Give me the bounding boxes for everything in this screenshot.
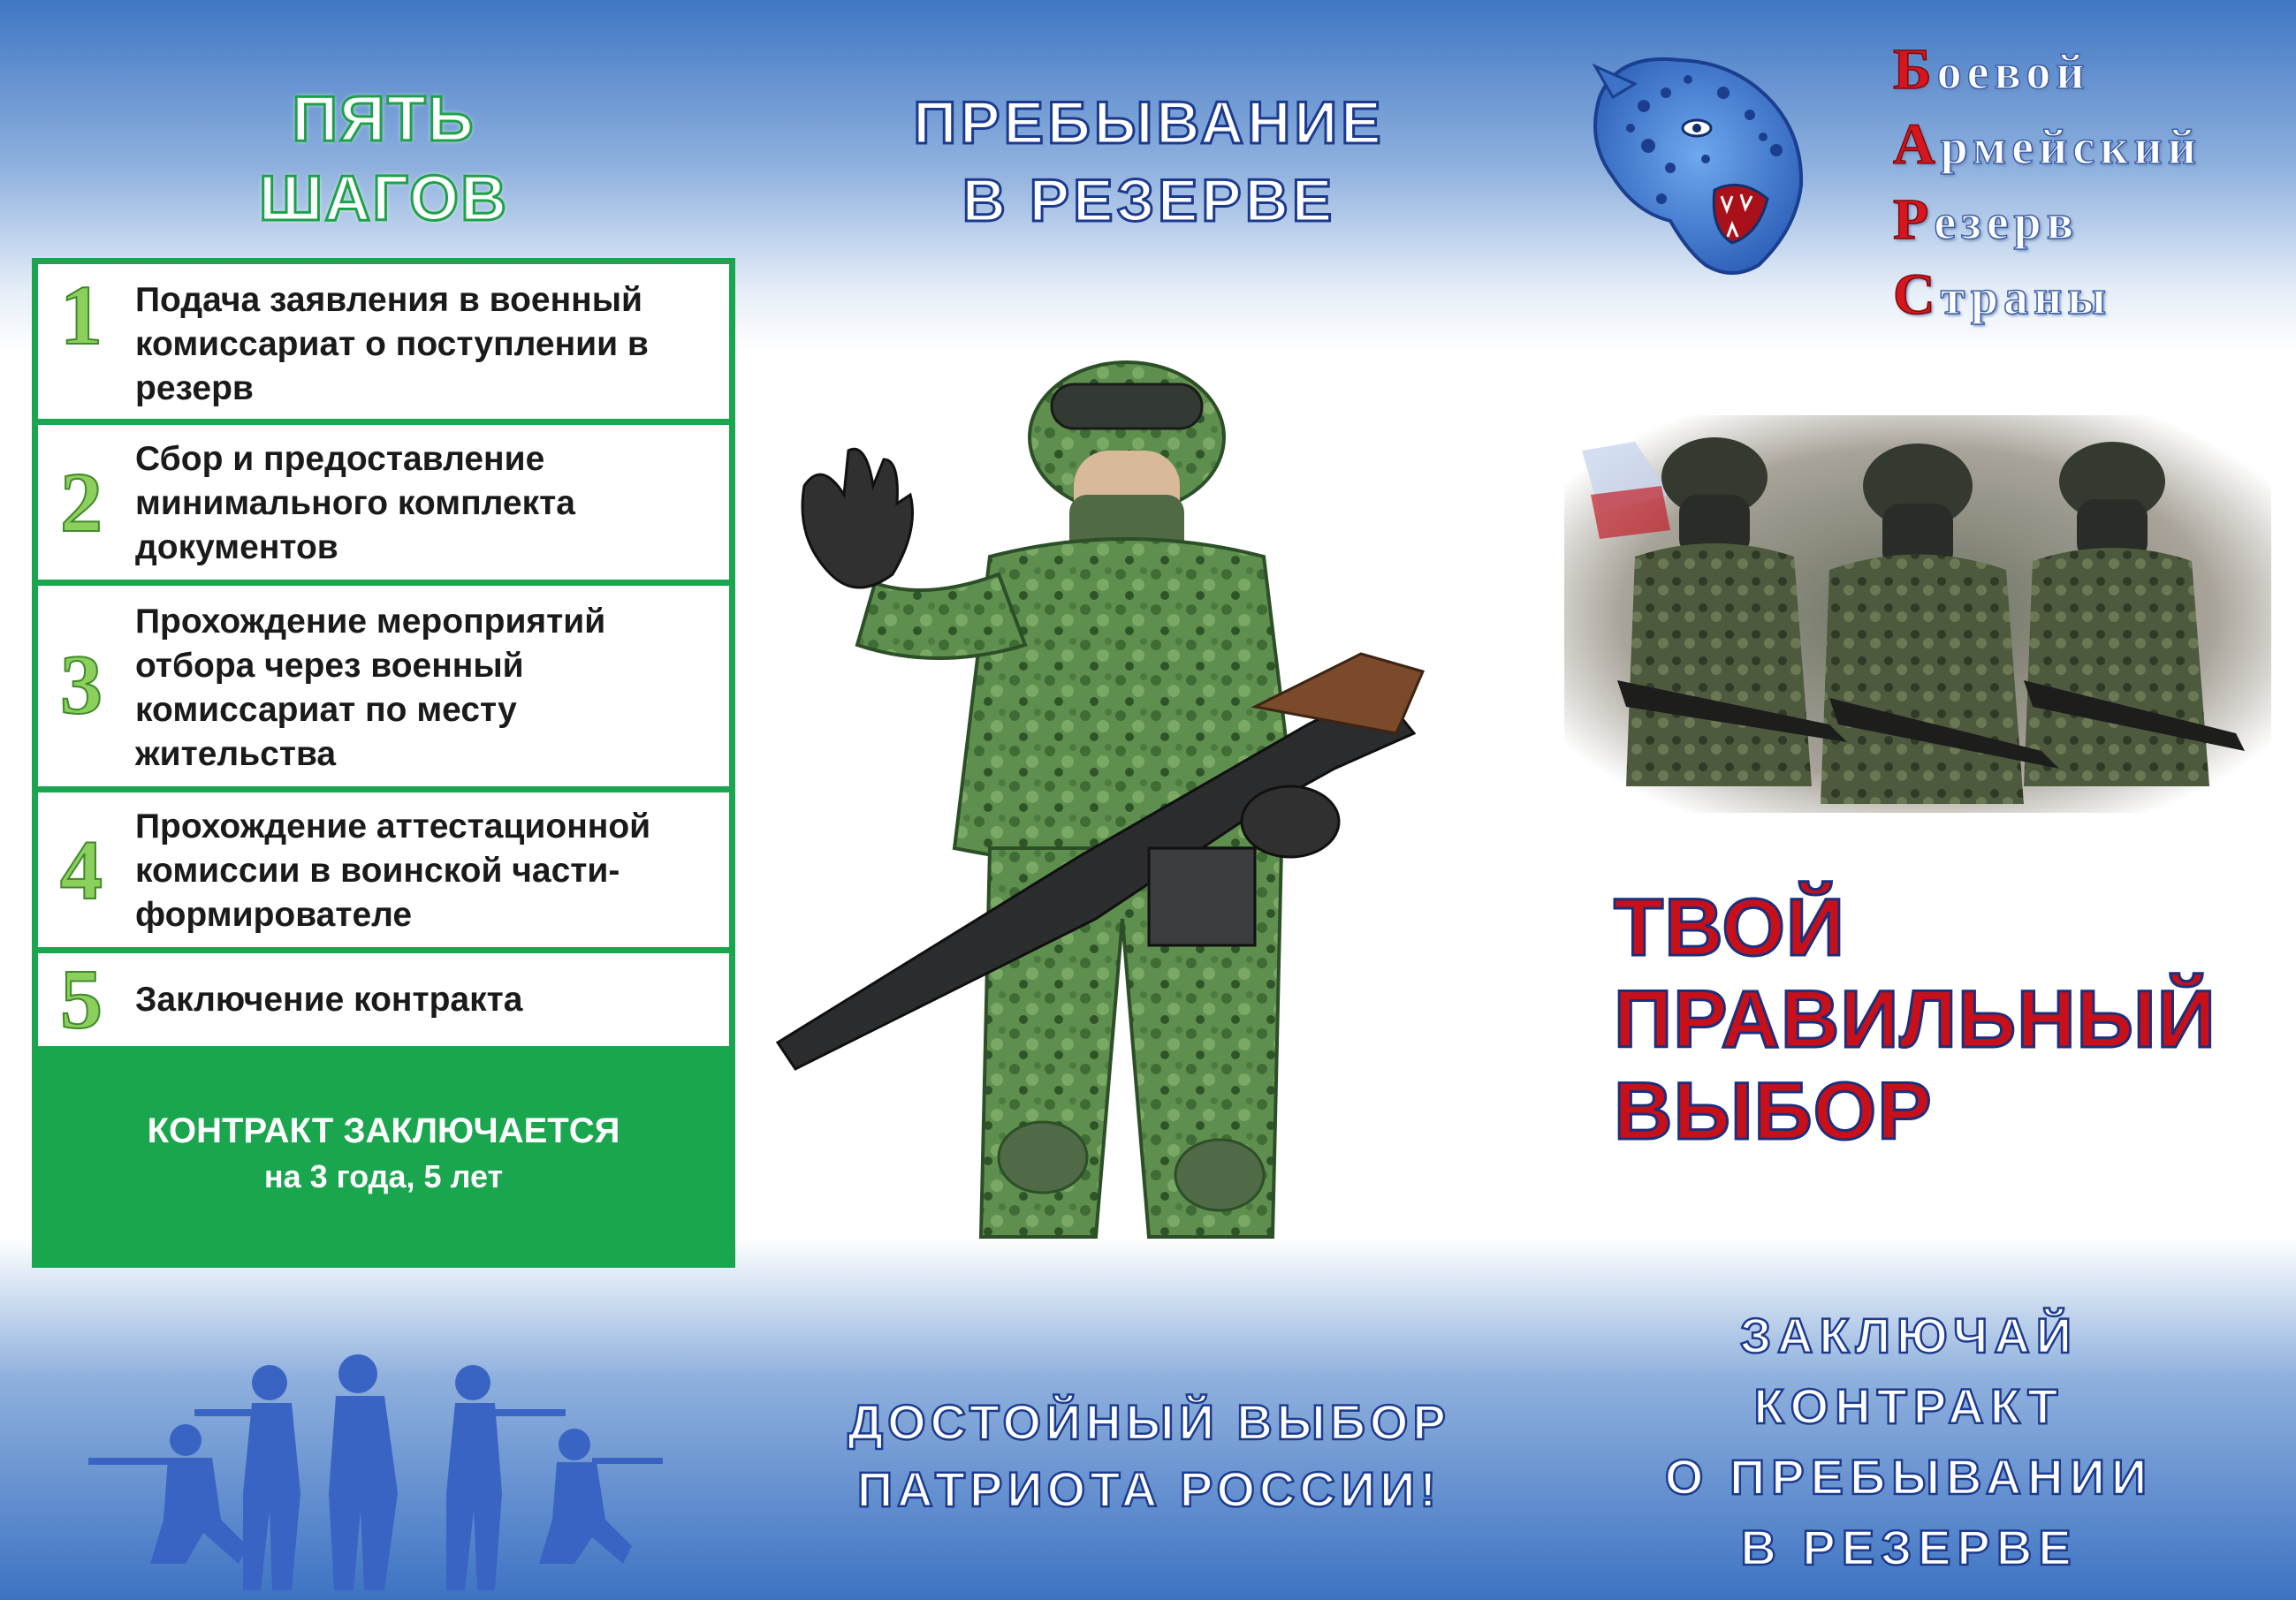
choice-line1: ТВОЙ [1614, 883, 1846, 973]
bottom-right-line1: ЗАКЛЮЧАЙ [1739, 1308, 2079, 1363]
bars-line-1 [1893, 34, 2282, 109]
bars-cap-1: Б [1893, 37, 1937, 102]
step-row-3 [38, 586, 729, 786]
bars-rest-3: езерв [1934, 195, 2079, 250]
step-number-2: 2 [60, 455, 103, 550]
bottom-right-line2: КОНТРАКТ [1753, 1378, 2064, 1434]
bottom-right-slogan [1608, 1300, 2209, 1583]
steps-title-line2: ШАГОВ [258, 163, 509, 234]
choice-line3: ВЫБОР [1614, 1066, 1933, 1156]
contract-note-line1: КОНТРАКТ ЗАКЛЮЧАЕТСЯ [147, 1111, 620, 1150]
step-text-2: Сбор и предоставление минимального комплекта документов [135, 440, 575, 566]
step-row-5 [38, 953, 729, 1046]
bars-cap-2: А [1893, 112, 1941, 177]
bars-cap-4: С [1893, 262, 1941, 327]
soldiers-photo-icon [1564, 415, 2271, 813]
step-text-3: Прохождение мероприятий отбора через военный комиссариат по месту жительства [135, 603, 606, 773]
bottom-right-line4: В РЕЗЕРВЕ [1740, 1520, 2078, 1575]
step-number-1: 1 [60, 268, 103, 362]
bars-line-2 [1893, 109, 2282, 184]
step-number-4: 4 [60, 823, 103, 917]
bars-line-3 [1893, 184, 2282, 259]
bars-cap-3: Р [1893, 187, 1935, 252]
steps-panel [32, 258, 735, 1268]
contract-note [32, 1108, 735, 1200]
bottom-center-line2: ПАТРИОТА РОССИИ! [856, 1461, 1441, 1517]
step-number-3: 3 [60, 637, 103, 732]
bars-line-4 [1893, 259, 2282, 334]
step-row-1 [38, 264, 729, 419]
bars-acronym [1893, 34, 2282, 334]
bottom-center-line1: ДОСТОЙНЫЙ ВЫБОР [848, 1394, 1450, 1450]
bars-rest-4: траны [1940, 270, 2111, 325]
step-row-4 [38, 792, 729, 947]
center-title-line1: ПРЕБЫВАНИЕ [913, 89, 1385, 156]
choice-line2: ПРАВИЛЬНЫЙ [1614, 974, 2216, 1065]
center-title-line2: В РЕЗЕРВЕ [962, 167, 1336, 234]
step-text-4: Прохождение аттестационной комиссии в воинской части-формирователе [135, 808, 651, 934]
step-number-5: 5 [60, 952, 103, 1046]
leopard-emblem-icon [1564, 44, 1829, 283]
soldier-silhouettes-icon [80, 1343, 680, 1599]
steps-title-line1: ПЯТЬ [292, 84, 475, 155]
bars-rest-1: оевой [1936, 45, 2090, 100]
center-title [848, 84, 1449, 239]
steps-title [32, 80, 735, 239]
step-text-1: Подача заявления в военный комиссариат о поступлении в резерв [135, 281, 649, 407]
step-row-2 [38, 425, 729, 580]
step-text-5: Заключение контракта [135, 981, 523, 1019]
soldier-illustration-icon [760, 353, 1502, 1272]
bottom-right-line3: О ПРЕБЫВАНИИ [1664, 1449, 2154, 1505]
bars-rest-2: рмейский [1940, 120, 2201, 175]
bottom-center-slogan [795, 1389, 1502, 1523]
choice-slogan [1614, 882, 2285, 1157]
contract-note-line2: на 3 года, 5 лет [263, 1158, 504, 1194]
